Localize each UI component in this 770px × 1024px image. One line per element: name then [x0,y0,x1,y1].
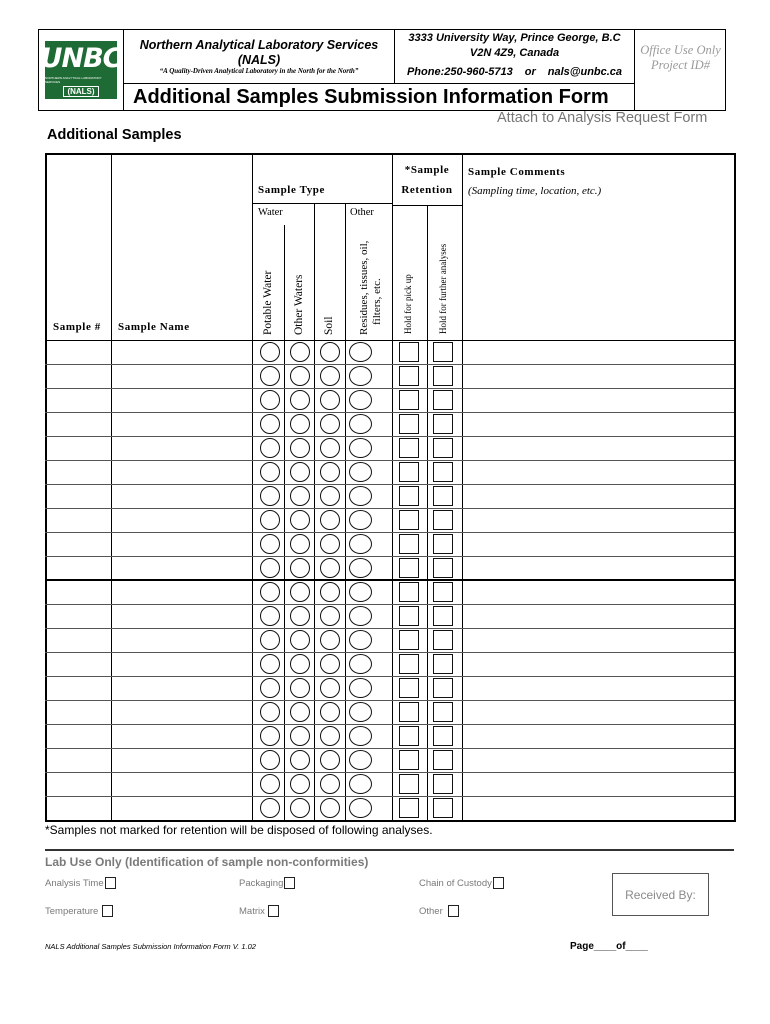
sample-type-radio[interactable] [290,606,310,626]
retention-checkbox[interactable] [399,678,419,698]
sample-type-radio[interactable] [320,534,340,554]
packaging-item [239,877,295,889]
sample-type-radio[interactable] [260,750,280,770]
retention-checkbox[interactable] [433,606,453,626]
matrix-item [239,905,279,917]
comments-hint: (Sampling time, location, etc.) [468,185,602,197]
sample-type-radio[interactable] [290,438,310,458]
sample-type-radio[interactable] [290,654,310,674]
column-divider [111,153,112,820]
retention-checkbox[interactable] [399,702,419,722]
sample-type-radio[interactable] [260,582,280,602]
table-border-bottom [45,820,734,822]
sample-type-radio[interactable] [290,414,310,434]
row-line [45,508,734,509]
sample-type-radio[interactable] [320,510,340,530]
row-line [45,628,734,629]
logo-badge: (NALS) [63,86,98,97]
retention-checkbox[interactable] [399,774,419,794]
sample-type-radio[interactable] [290,702,310,722]
retention-checkbox[interactable] [399,582,419,602]
or-text: or [524,66,536,78]
retention-checkbox[interactable] [433,630,453,650]
row-line [45,772,734,773]
section-divider [45,579,734,581]
contact-line [395,65,634,80]
matrix-checkbox[interactable] [268,905,279,917]
sample-type-radio[interactable] [260,654,280,674]
row-line [45,604,734,605]
sample-type-radio[interactable] [320,654,340,674]
email: nals@unbc.ca [547,66,623,78]
sample-type-radio[interactable] [349,750,372,770]
sample-type-radio[interactable] [349,630,372,650]
sample-type-radio[interactable] [320,774,340,794]
column-divider [345,203,346,820]
col-sample-name: Sample Name [118,321,190,333]
retention-checkbox[interactable] [433,654,453,674]
analysis-time-checkbox[interactable] [105,877,116,889]
table-border-left [45,153,47,822]
received-by-box[interactable]: Received By: [612,873,709,916]
row-line [45,700,734,701]
retention-checkbox[interactable] [399,342,419,362]
lab-name-line2: (NALS) [237,53,281,67]
water-group-label: Water [258,207,283,218]
col-hold-further: Hold for further analyses [438,243,448,334]
sample-type-radio[interactable] [290,486,310,506]
sample-type-radio[interactable] [349,486,372,506]
retention-checkbox[interactable] [433,702,453,722]
retention-checkbox[interactable] [433,462,453,482]
sample-type-radio[interactable] [260,630,280,650]
retention-checkbox[interactable] [433,366,453,386]
sample-type-radio[interactable] [260,558,280,578]
sample-type-radio[interactable] [349,510,372,530]
sample-type-radio[interactable] [349,342,372,362]
column-divider [427,205,428,820]
sample-type-radio[interactable] [320,390,340,410]
sample-type-radio[interactable] [349,462,372,482]
sample-type-radio[interactable] [320,606,340,626]
retention-checkbox[interactable] [433,558,453,578]
sample-type-radio[interactable] [349,558,372,578]
header-bottom-line [45,340,734,341]
sample-type-radio[interactable] [320,750,340,770]
retention-checkbox[interactable] [399,654,419,674]
office-line1: Office Use Only [640,43,721,57]
sample-type-radio[interactable] [349,582,372,602]
unbc-logo [40,41,122,99]
sample-type-radio[interactable] [320,582,340,602]
col-sample-number: Sample # [53,321,101,333]
address-line1: 3333 University Way, Prince George, B.C [408,32,621,44]
sample-type-radio[interactable] [260,366,280,386]
sample-type-radio[interactable] [290,774,310,794]
row-line [45,364,734,365]
other-checkbox[interactable] [448,905,459,917]
retention-checkbox[interactable] [433,534,453,554]
sample-type-radio[interactable] [260,774,280,794]
column-divider [252,153,253,820]
sample-type-radio[interactable] [290,678,310,698]
retention-checkbox[interactable] [399,366,419,386]
sample-type-radio[interactable] [260,486,280,506]
retention-checkbox[interactable] [399,390,419,410]
lab-address [395,31,634,61]
retention-checkbox[interactable] [433,798,453,818]
sample-type-radio[interactable] [320,630,340,650]
sample-type-radio[interactable] [260,438,280,458]
col-sample-comments: Sample Comments [468,166,566,178]
other-group-label: Other [350,207,374,218]
sample-type-radio[interactable] [349,774,372,794]
retention-checkbox[interactable] [399,510,419,530]
retention-note: *Samples not marked for retention will be disposed of following analyses. [45,823,433,837]
column-divider [314,225,315,820]
sample-type-radio[interactable] [260,390,280,410]
sample-type-radio[interactable] [320,726,340,746]
sample-type-radio[interactable] [290,534,310,554]
sample-type-radio[interactable] [349,414,372,434]
retention-checkbox[interactable] [399,414,419,434]
row-line [45,652,734,653]
sample-type-radio[interactable] [349,798,372,818]
table-border-right [734,153,736,822]
sample-type-radio[interactable] [260,342,280,362]
sample-type-radio[interactable] [349,654,372,674]
temperature-item [45,905,113,917]
retention-checkbox[interactable] [433,582,453,602]
sample-type-radio[interactable] [290,342,310,362]
sample-type-radio[interactable] [320,558,340,578]
packaging-checkbox[interactable] [284,877,295,889]
sample-type-radio[interactable] [349,726,372,746]
col-residues [358,241,384,335]
sample-type-radio[interactable] [320,798,340,818]
column-divider [462,153,463,820]
sample-type-radio[interactable] [290,558,310,578]
row-line [45,676,734,677]
chain-of-custody-checkbox[interactable] [493,877,504,889]
chain-of-custody-item [419,877,504,889]
sample-type-radio[interactable] [349,390,372,410]
sample-type-radio[interactable] [349,366,372,386]
table-border-top [45,153,734,155]
sample-type-radio[interactable] [290,750,310,770]
lab-name-line1: Northern Analytical Laboratory Services [139,38,379,52]
sample-type-radio[interactable] [320,462,340,482]
row-line [45,796,734,797]
section-title: Additional Samples [47,127,182,143]
column-divider [392,153,393,820]
retention-checkbox[interactable] [399,438,419,458]
sample-type-radio[interactable] [349,678,372,698]
retention-checkbox[interactable] [433,774,453,794]
page-counter: Page____of____ [570,941,648,952]
address-line2: V2N 4Z9, Canada [469,47,560,59]
sample-type-radio[interactable] [320,678,340,698]
tagline: “A Quality-Driven Analytical Laboratory in the North for the North” [159,67,359,75]
sample-type-radio[interactable] [320,414,340,434]
row-line [45,412,734,413]
sample-type-radio[interactable] [290,582,310,602]
col-potable-water: Potable Water [262,270,274,335]
analysis-time-item [45,877,116,889]
retention-checkbox[interactable] [399,750,419,770]
row-line [45,532,734,533]
packaging-label: Packaging [239,877,284,889]
water-other-divider [314,203,315,225]
sample-type-radio[interactable] [260,678,280,698]
sample-type-radio[interactable] [260,702,280,722]
row-line [45,484,734,485]
sample-type-radio[interactable] [320,438,340,458]
sample-type-radio[interactable] [260,414,280,434]
row-line [45,388,734,389]
type-subheader-line [252,203,392,204]
retention-checkbox[interactable] [399,798,419,818]
sample-type-radio[interactable] [290,510,310,530]
sample-type-radio[interactable] [260,534,280,554]
retention-checkbox[interactable] [433,726,453,746]
retention-checkbox[interactable] [433,510,453,530]
sample-type-radio[interactable] [349,606,372,626]
retention-checkbox[interactable] [433,486,453,506]
other-label: Other [419,905,443,917]
row-line [45,460,734,461]
project-id-label: Project ID# [651,58,710,72]
matrix-label: Matrix [239,905,265,917]
phone: Phone:250-960-5713 [406,66,513,78]
other-item [419,905,459,917]
row-line [45,556,734,557]
sample-type-radio[interactable] [320,486,340,506]
sample-type-radio[interactable] [320,702,340,722]
office-use-only [635,43,726,73]
column-divider [284,225,285,820]
sample-type-radio[interactable] [260,606,280,626]
sample-type-radio[interactable] [290,798,310,818]
retention-checkbox[interactable] [433,750,453,770]
sample-type-radio[interactable] [320,342,340,362]
temperature-checkbox[interactable] [102,905,113,917]
lab-use-title: Lab Use Only (Identification of sample non-conformities) [45,855,369,869]
sample-type-radio[interactable] [260,798,280,818]
analysis-time-label: Analysis Time [45,877,104,889]
retention-checkbox[interactable] [399,534,419,554]
attach-note: Attach to Analysis Request Form [497,110,708,126]
retention-checkbox[interactable] [433,342,453,362]
sample-type-radio[interactable] [260,726,280,746]
retention-line1: *Sample [404,164,450,176]
retention-checkbox[interactable] [399,606,419,626]
lab-name [124,38,394,68]
retention-line2: Retention [401,184,453,196]
col-soil: Soil [323,316,335,335]
residues-line1: Residues, tissues, oil, [358,240,370,335]
chain-of-custody-label: Chain of Custody [419,877,492,889]
sample-type-radio[interactable] [290,726,310,746]
col-hold-pickup: Hold for pick up [403,274,413,334]
sample-type-radio[interactable] [290,462,310,482]
form-version: NALS Additional Samples Submission Information Form V. 1.02 [45,942,256,951]
sample-type-radio[interactable] [260,510,280,530]
retention-checkbox[interactable] [399,558,419,578]
logo-subtitle: NORTHERN ANALYTICAL LABORATORY SERVICES [45,76,102,84]
row-line [45,436,734,437]
retention-checkbox[interactable] [433,678,453,698]
row-line [45,748,734,749]
sample-type-heading: Sample Type [258,184,326,196]
sample-type-radio[interactable] [349,534,372,554]
retention-checkbox[interactable] [433,390,453,410]
sample-type-radio[interactable] [260,462,280,482]
retention-heading [392,160,462,200]
col-other-waters: Other Waters [293,274,305,335]
sample-type-radio[interactable] [349,702,372,722]
retention-checkbox[interactable] [399,630,419,650]
sample-type-radio[interactable] [320,366,340,386]
retention-checkbox[interactable] [399,462,419,482]
sample-type-radio[interactable] [290,366,310,386]
form-title: Additional Samples Submission Information Form [133,86,609,108]
temperature-label: Temperature [45,905,99,917]
residues-line2: filters, etc. [371,278,383,325]
sample-type-radio[interactable] [290,630,310,650]
sample-type-radio[interactable] [349,438,372,458]
retention-checkbox[interactable] [399,726,419,746]
logo-text: UNBC [40,43,122,74]
retention-checkbox[interactable] [433,414,453,434]
retention-checkbox[interactable] [433,438,453,458]
row-line [45,724,734,725]
sample-type-radio[interactable] [290,390,310,410]
retention-checkbox[interactable] [399,486,419,506]
